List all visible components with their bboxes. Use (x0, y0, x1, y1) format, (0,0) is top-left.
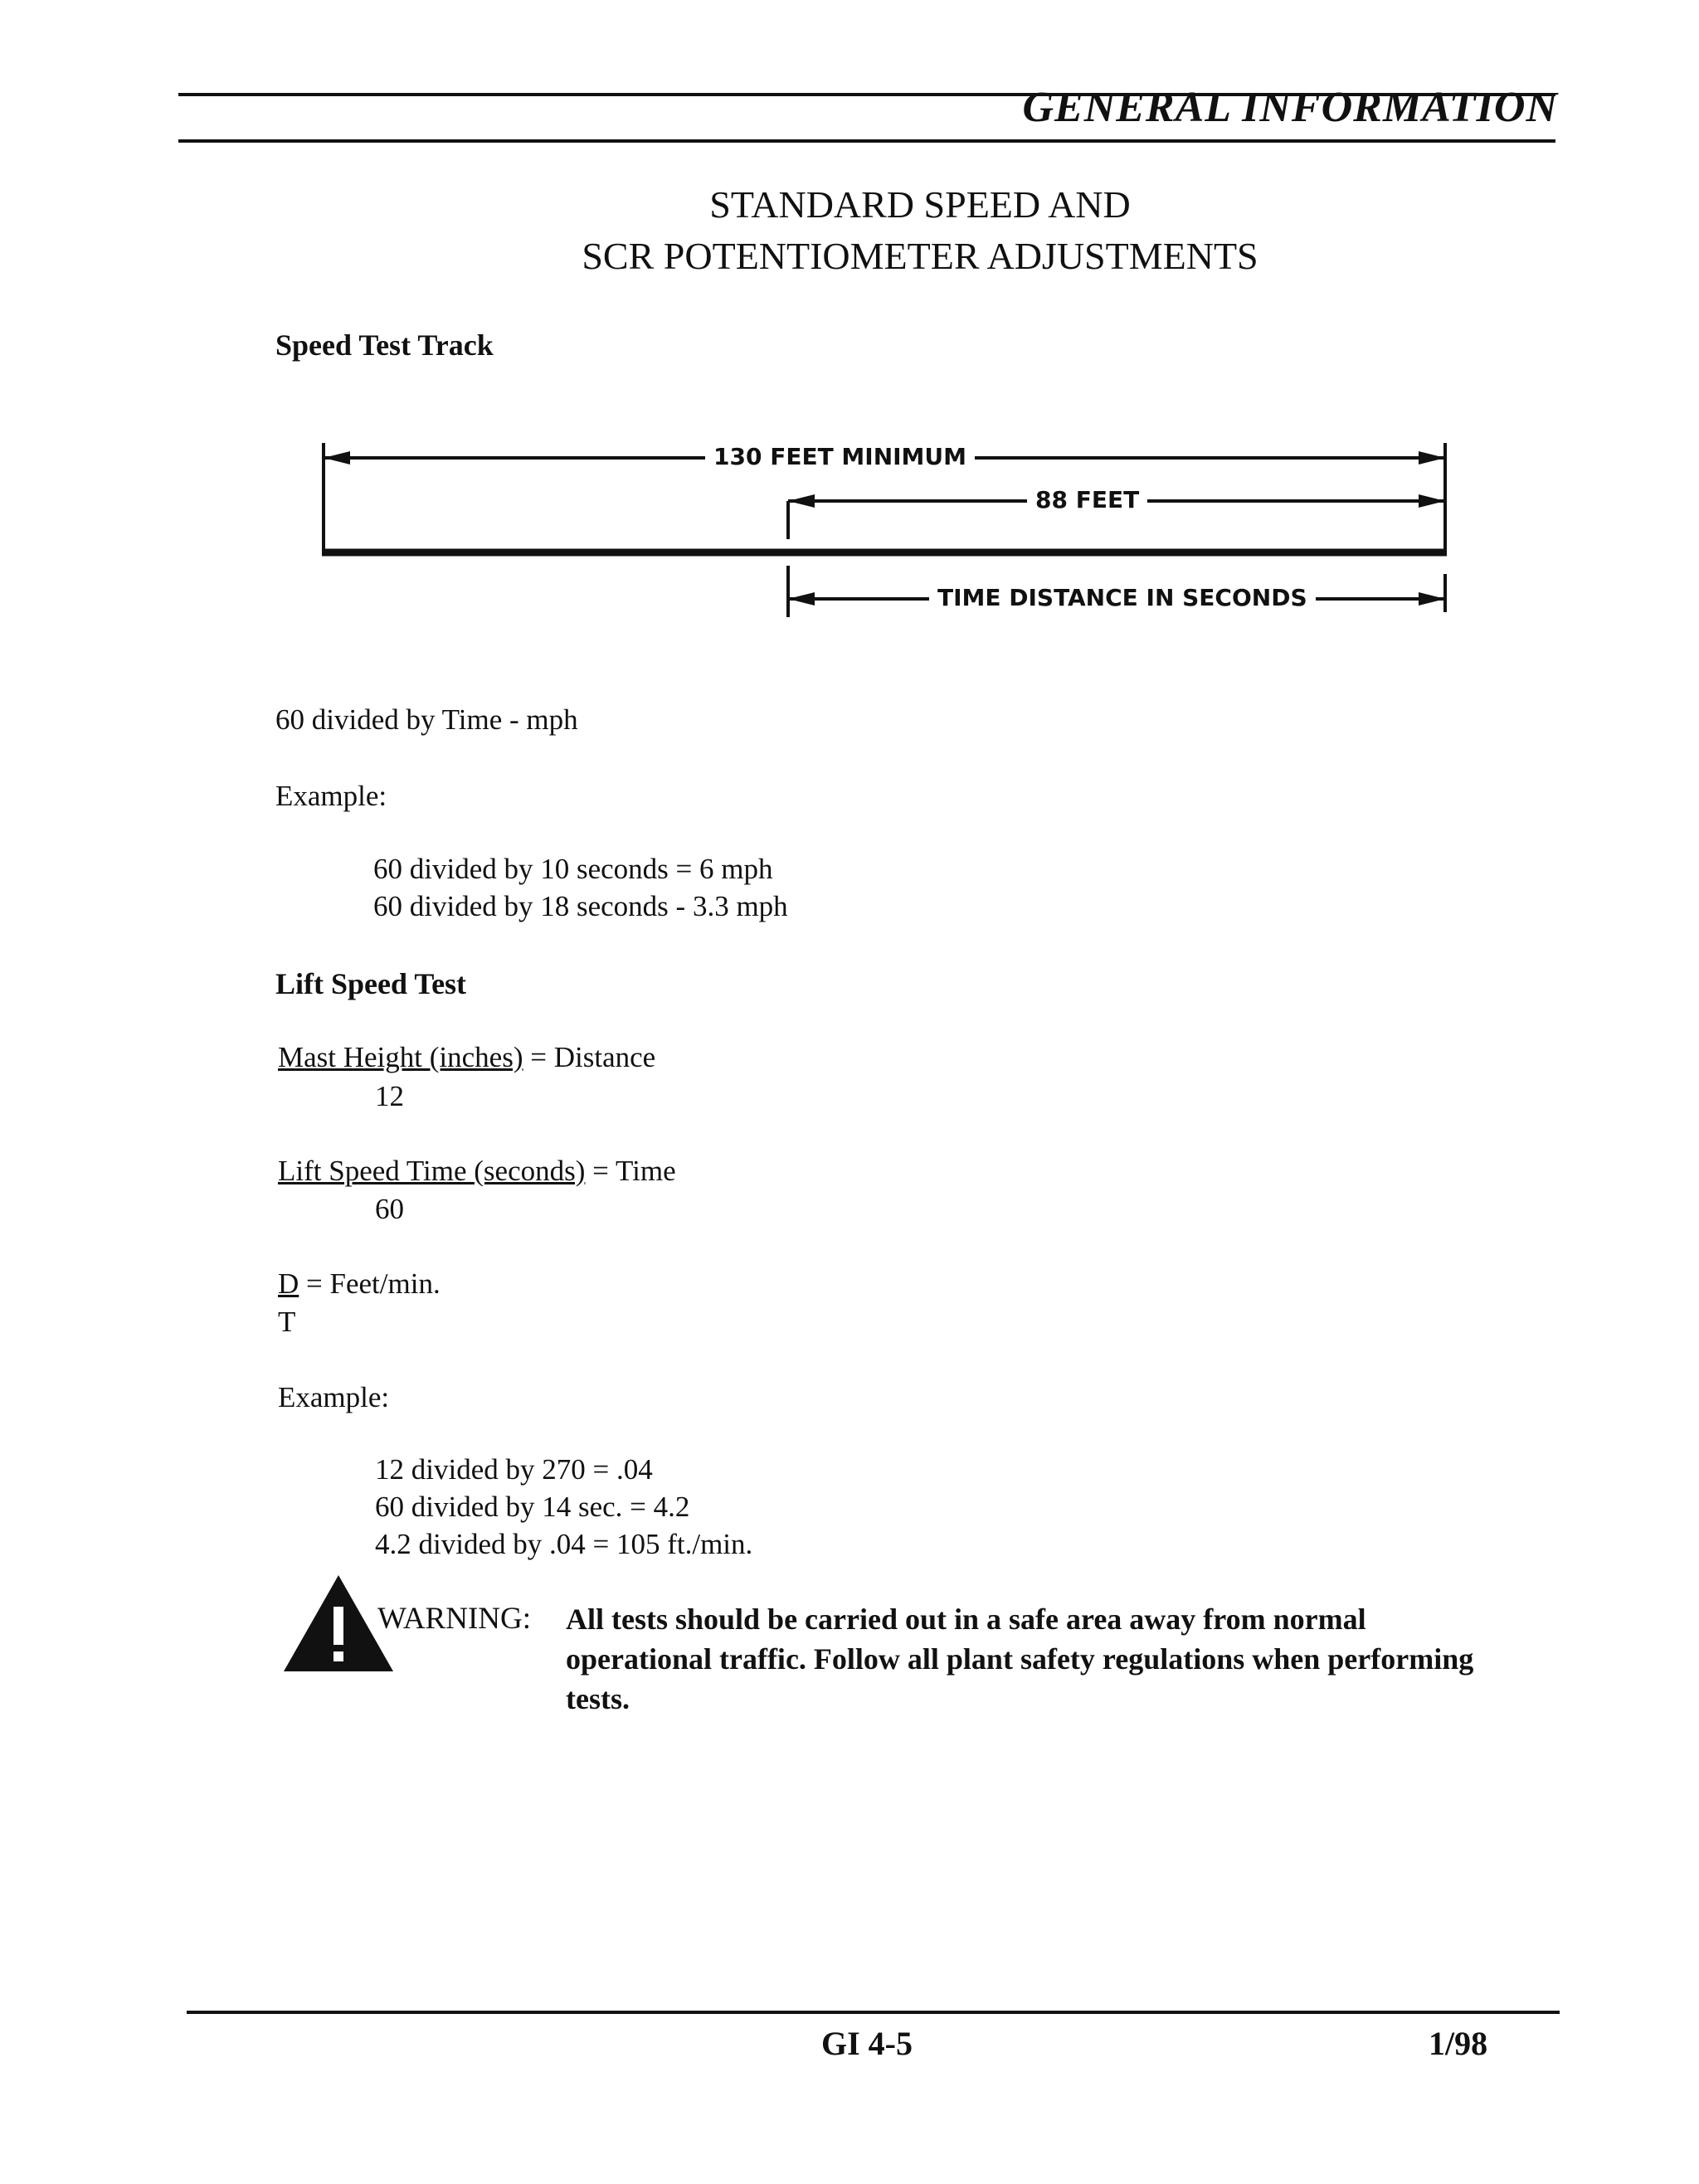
arrow-88-left-head (788, 494, 815, 508)
arrow-time-left-head (788, 592, 815, 606)
speed-example-2: 60 divided by 18 seconds - 3.3 mph (373, 890, 788, 922)
page-title-line-2: SCR POTENTIOMETER ADJUSTMENTS (582, 235, 1258, 277)
mast-height-numerator: Mast Height (inches) (278, 1041, 523, 1073)
time-denominator: T (278, 1306, 296, 1338)
speed-example-label: Example: (275, 780, 387, 812)
distance-numerator: D (278, 1267, 299, 1300)
lift-example-2: 60 divided by 14 sec. = 4.2 (375, 1491, 690, 1523)
mast-height-result: = Distance (523, 1041, 656, 1073)
mast-height-formula (278, 1041, 655, 1074)
arrow-130-right-head (1419, 451, 1445, 465)
arrow-130-left-head (324, 451, 350, 465)
feet-per-min-result: = Feet/min. (299, 1267, 441, 1300)
lift-example-1: 12 divided by 270 = .04 (375, 1453, 653, 1486)
warning-line-2: operational traffic. Follow all plant safety regulations when performing (566, 1642, 1474, 1676)
label-time-distance: TIME DISTANCE IN SECONDS (929, 584, 1316, 611)
page-title-line-1: STANDARD SPEED AND (709, 183, 1131, 226)
speed-track-diagram (315, 431, 1460, 630)
speed-test-heading: Speed Test Track (275, 328, 494, 362)
lift-test-heading: Lift Speed Test (275, 967, 467, 1000)
lift-time-denominator: 60 (375, 1193, 404, 1225)
section-header: GENERAL INFORMATION (1022, 84, 1558, 131)
warning-line-1: All tests should be carried out in a safe area away from normal (566, 1603, 1366, 1636)
warning-text (566, 1599, 1561, 1719)
speed-example-1: 60 divided by 10 seconds = 6 mph (373, 853, 773, 885)
warning-line-3: tests. (566, 1682, 630, 1715)
lift-time-formula (278, 1155, 676, 1188)
feet-per-min-formula (278, 1267, 441, 1301)
lift-time-result: = Time (585, 1155, 676, 1187)
header-bottom-rule (178, 139, 1555, 143)
mast-height-denominator: 12 (375, 1080, 404, 1112)
warning-label: WARNING: (377, 1602, 531, 1636)
label-88-feet: 88 FEET (1027, 486, 1147, 513)
speed-formula: 60 divided by Time - mph (275, 703, 578, 736)
page-code: GI 4-5 (821, 2025, 913, 2062)
revision-date: 1/98 (1429, 2025, 1488, 2062)
lift-example-label: Example: (278, 1381, 390, 1413)
lift-example-3: 4.2 divided by .04 = 105 ft./min. (375, 1528, 753, 1560)
footer-rule (187, 2011, 1560, 2014)
arrow-time-right-head (1419, 592, 1445, 606)
arrow-88-right-head (1419, 494, 1445, 508)
label-130-feet-minimum: 130 FEET MINIMUM (705, 443, 975, 470)
lift-time-numerator: Lift Speed Time (seconds) (278, 1155, 586, 1187)
